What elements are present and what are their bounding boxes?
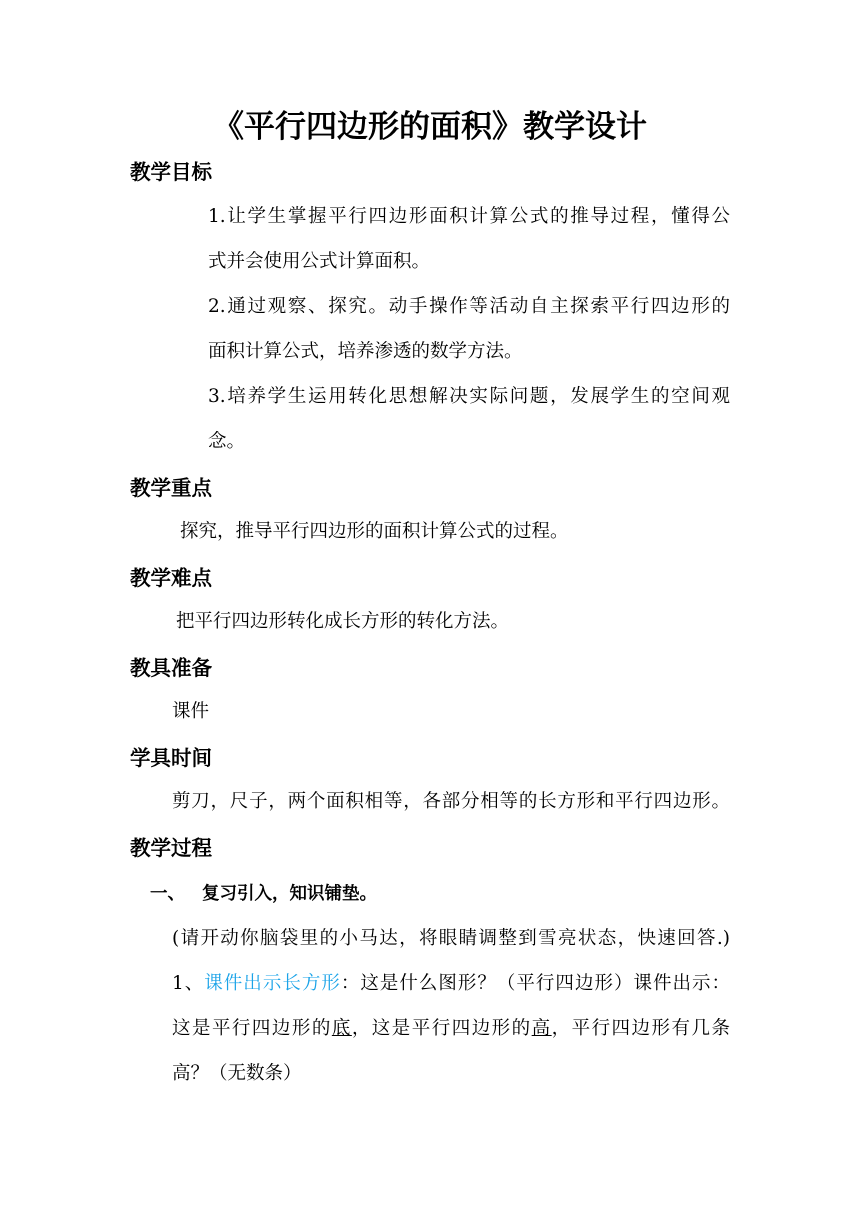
courseware-link[interactable]: 课件出示长方形 — [204, 973, 341, 994]
step-1-line3: 高？（无数条） — [172, 1063, 302, 1084]
step-1-line2 — [172, 1015, 730, 1043]
step-1-number: 1、 — [172, 973, 205, 994]
section-1-title: 复习引入，知识铺垫。 — [202, 884, 377, 904]
term-base: 底 — [331, 1018, 352, 1039]
section-1-number: 一、 — [150, 884, 185, 904]
term-height: 高 — [531, 1018, 552, 1039]
student-tools-text: 剪刀，尺子，两个面积相等，各部分相等的长方形和平行四边形。 — [172, 791, 730, 812]
key-points-text: 探究，推导平行四边形的面积计算公式的过程。 — [180, 521, 569, 542]
objective-3-line2: 念。 — [208, 431, 246, 452]
step-1-line2-c: ，平行四边形有几条 — [551, 1018, 730, 1039]
objective-1-line1: 1.让学生掌握平行四边形面积计算公式的推导过程，懂得公 — [208, 206, 730, 227]
heading-student-tools: 学具时间 — [130, 746, 212, 770]
objective-1-line2: 式并会使用公式计算面积。 — [208, 251, 431, 272]
document-title: 《平行四边形的面积》教学设计 — [213, 109, 647, 145]
objective-2-line2: 面积计算公式，培养渗透的数学方法。 — [208, 341, 523, 362]
objective-2-line1: 2.通过观察、探究。动手操作等活动自主探索平行四边形的 — [208, 296, 730, 317]
heading-objectives: 教学目标 — [130, 160, 212, 184]
process-intro: (请开动你脑袋里的小马达，将眼睛调整到雪亮状态，快速回答.) — [172, 928, 730, 949]
step-1-question: ：这是什么图形？（平行四边形）课件出示： — [340, 973, 730, 994]
heading-teaching-aids: 教具准备 — [130, 656, 212, 680]
heading-difficulties: 教学难点 — [130, 566, 212, 590]
heading-key-points: 教学重点 — [130, 476, 212, 500]
teaching-aids-text: 课件 — [172, 701, 210, 722]
step-1-line2-b: ，这是平行四边形的 — [351, 1018, 532, 1039]
difficulties-text: 把平行四边形转化成长方形的转化方法。 — [176, 611, 510, 632]
heading-process: 教学过程 — [130, 836, 212, 860]
step-1-line1 — [172, 970, 730, 998]
objective-3-line1: 3.培养学生运用转化思想解决实际问题，发展学生的空间观 — [208, 386, 730, 407]
step-1-line2-a: 这是平行四边形的 — [172, 1018, 332, 1039]
